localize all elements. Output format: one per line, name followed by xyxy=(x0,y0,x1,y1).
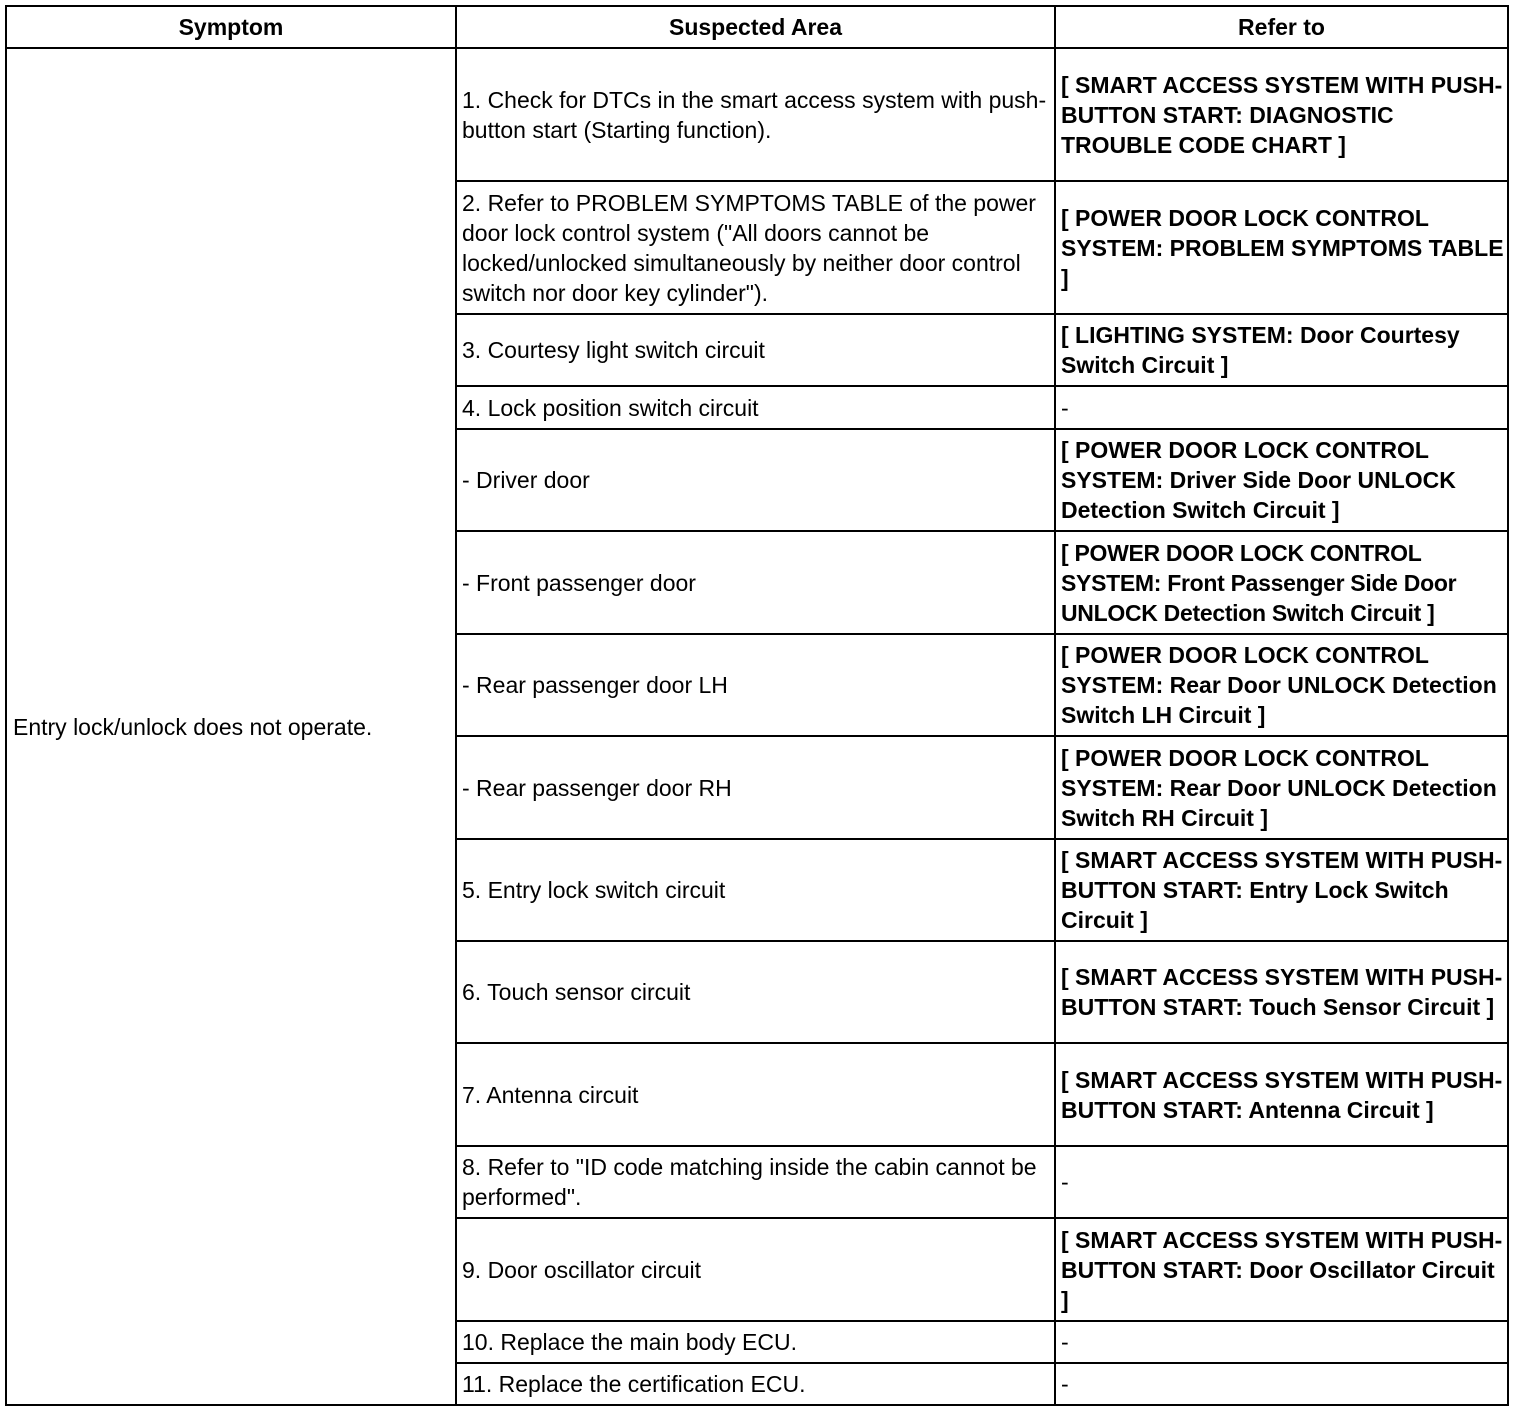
refer-to-cell: [ SMART ACCESS SYSTEM WITH PUSH-BUTTON START: Entry Lock Switch Circuit ] xyxy=(1055,839,1508,941)
suspected-area-cell: 9. Door oscillator circuit xyxy=(456,1218,1055,1321)
diagnostic-table xyxy=(5,5,1509,1406)
refer-to-cell: [ POWER DOOR LOCK CONTROL SYSTEM: Rear Door UNLOCK Detection Switch LH Circuit ] xyxy=(1055,634,1508,736)
suspected-area-cell: 4. Lock position switch circuit xyxy=(456,386,1055,429)
suspected-area-cell: 3. Courtesy light switch circuit xyxy=(456,314,1055,386)
suspected-area-cell: - Rear passenger door RH xyxy=(456,736,1055,839)
suspected-area-cell: 2. Refer to PROBLEM SYMPTOMS TABLE of the power door lock control system ("All doors cannot be locked/unlocked simultaneously by neither door control switch nor door key cylinder"). xyxy=(456,181,1055,314)
suspected-area-cell: 6. Touch sensor circuit xyxy=(456,941,1055,1043)
refer-to-cell: [ POWER DOOR LOCK CONTROL SYSTEM: PROBLEM SYMPTOMS TABLE ] xyxy=(1055,181,1508,314)
suspected-area-cell: - Rear passenger door LH xyxy=(456,634,1055,736)
table-header-row xyxy=(6,6,1508,48)
refer-to-cell: [ SMART ACCESS SYSTEM WITH PUSH-BUTTON START: DIAGNOSTIC TROUBLE CODE CHART ] xyxy=(1055,48,1508,181)
suspected-area-cell: 10. Replace the main body ECU. xyxy=(456,1321,1055,1363)
suspected-area-cell: 7. Antenna circuit xyxy=(456,1043,1055,1146)
refer-to-cell: [ POWER DOOR LOCK CONTROL SYSTEM: Driver Side Door UNLOCK Detection Switch Circuit ] xyxy=(1055,429,1508,531)
suspected-area-cell: - Driver door xyxy=(456,429,1055,531)
header-suspected-area: Suspected Area xyxy=(456,6,1055,48)
table-row xyxy=(6,48,1508,181)
refer-to-cell: - xyxy=(1055,1321,1508,1363)
suspected-area-cell: 1. Check for DTCs in the smart access system with push-button start (Starting function). xyxy=(456,48,1055,181)
refer-to-cell: [ SMART ACCESS SYSTEM WITH PUSH-BUTTON START: Door Oscillator Circuit ] xyxy=(1055,1218,1508,1321)
suspected-area-cell: 8. Refer to "ID code matching inside the cabin cannot be performed". xyxy=(456,1146,1055,1218)
symptom-cell: Entry lock/unlock does not operate. xyxy=(6,48,456,1405)
header-refer-to: Refer to xyxy=(1055,6,1508,48)
suspected-area-cell: 5. Entry lock switch circuit xyxy=(456,839,1055,941)
refer-to-cell: [ LIGHTING SYSTEM: Door Courtesy Switch Circuit ] xyxy=(1055,314,1508,386)
refer-to-cell: - xyxy=(1055,386,1508,429)
suspected-area-cell: - Front passenger door xyxy=(456,531,1055,634)
refer-to-cell: - xyxy=(1055,1363,1508,1405)
refer-to-cell: [ POWER DOOR LOCK CONTROL SYSTEM: Rear Door UNLOCK Detection Switch RH Circuit ] xyxy=(1055,736,1508,839)
refer-to-cell: [ SMART ACCESS SYSTEM WITH PUSH-BUTTON START: Antenna Circuit ] xyxy=(1055,1043,1508,1146)
refer-to-cell: [ POWER DOOR LOCK CONTROL SYSTEM: Front Passenger Side Door UNLOCK Detection Switch Circuit ] xyxy=(1055,531,1508,634)
suspected-area-cell: 11. Replace the certification ECU. xyxy=(456,1363,1055,1405)
refer-to-cell: [ SMART ACCESS SYSTEM WITH PUSH-BUTTON START: Touch Sensor Circuit ] xyxy=(1055,941,1508,1043)
refer-to-cell: - xyxy=(1055,1146,1508,1218)
header-symptom: Symptom xyxy=(6,6,456,48)
